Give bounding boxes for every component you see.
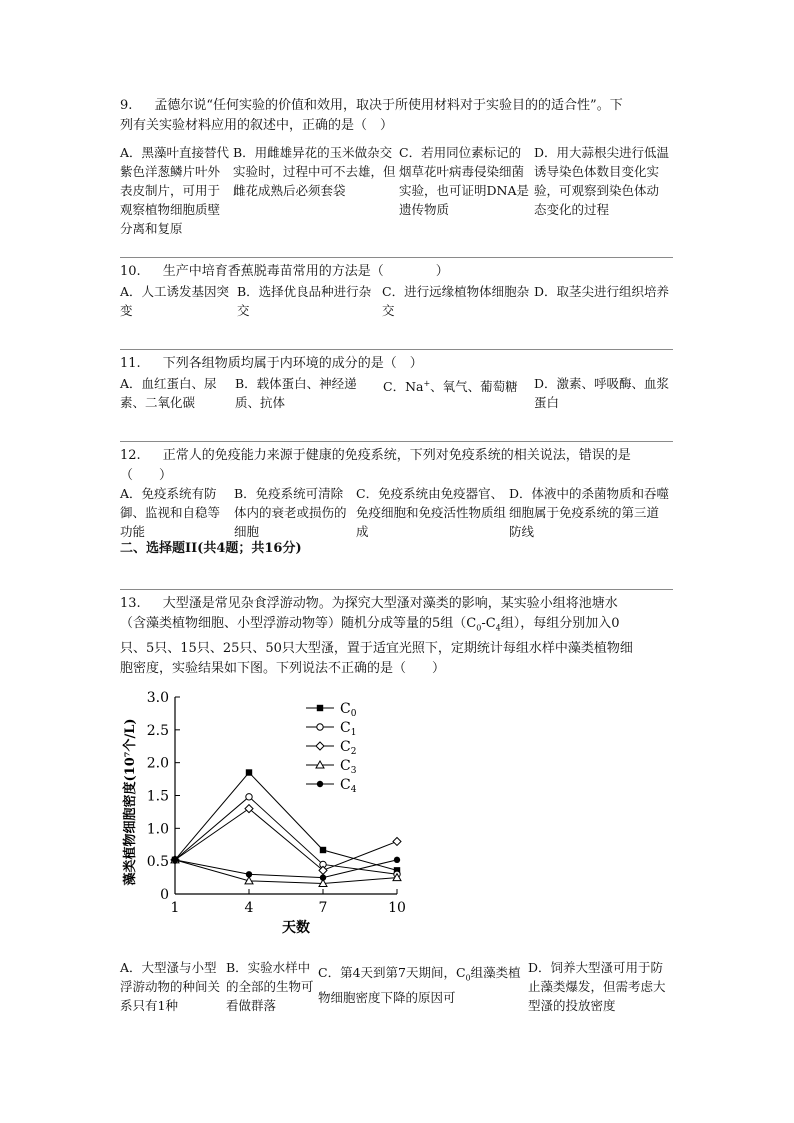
subscript: 4 — [495, 623, 501, 633]
option-c-text-rest: 、氧气、葡萄糖 — [430, 379, 518, 395]
question-number: 13. — [120, 596, 141, 611]
section-heading: 二、选择题II(共4题；共16分) — [120, 541, 302, 556]
question-11-stem — [120, 354, 673, 374]
option-c[interactable]: C．进行远缘植物体细胞杂交 — [382, 284, 530, 318]
y-tick-label: 3.0 — [146, 690, 169, 706]
chart-series — [171, 769, 401, 886]
question-number: 11. — [120, 356, 141, 371]
question-12-options — [120, 484, 673, 541]
question-12-stem — [120, 446, 673, 486]
question-text-line3: 只、5只、15只、25只、50只大型溞，置于适宜光照下，定期统计每组水样中藻类植物细 — [120, 640, 633, 656]
y-tick-label: 0 — [160, 887, 169, 903]
question-text-line4: 胞密度，实验结果如下图。下列说法不正确的是（ ） — [120, 660, 446, 676]
question-13-options — [120, 958, 673, 1015]
y-tick-label: 0.5 — [146, 854, 169, 871]
option-d[interactable]: D．用大蒜根尖进行低温诱导染色体数目变化实验，可观察到染色体动态变化的过程 — [534, 145, 670, 217]
series-C2 — [171, 805, 401, 875]
question-text: 生产中培育香蕉脱毒苗常用的方法是（ ） — [162, 264, 449, 279]
legend-label-main: C — [340, 739, 351, 755]
algae-density-chart — [120, 682, 420, 947]
option-d[interactable]: D．饲养大型溞可用于防止藻类爆发，但需考虑大型溞的投放密度 — [528, 960, 666, 1013]
legend-label-sub: 1 — [350, 728, 357, 738]
legend-label — [340, 777, 357, 795]
legend-entry-C3 — [306, 758, 357, 776]
series-line — [175, 773, 397, 871]
series-C1 — [172, 794, 400, 878]
question-text: 大型溞是常见杂食浮游动物。为探究大型溞对藻类的影响，某实验小组将池塘水 — [162, 596, 618, 611]
option-a[interactable]: A．血红蛋白、尿素、二氧化碳 — [120, 376, 217, 410]
legend-label — [340, 701, 357, 719]
legend-label — [340, 720, 356, 738]
legend-label-main: C — [340, 701, 351, 717]
series-C0 — [172, 769, 400, 873]
option-a[interactable]: A．免疫系统有防御、监视和自稳等功能 — [120, 486, 221, 539]
question-number: 12. — [120, 448, 141, 463]
question-text-line2 — [120, 614, 673, 639]
option-b[interactable]: B．选择优良品种进行杂交 — [237, 284, 372, 318]
data-point — [320, 847, 326, 853]
divider — [120, 349, 673, 350]
y-tick-label: 2.0 — [146, 755, 169, 772]
series-line — [175, 797, 397, 874]
question-number: 9. — [120, 98, 133, 113]
question-text: 正常人的免疫能力来源于健康的免疫系统，下列对免疫系统的相关说法，错误的是 — [162, 448, 631, 463]
subscript: 0 — [465, 973, 471, 983]
data-point — [393, 837, 401, 845]
option-c[interactable] — [318, 958, 528, 1015]
question-11-options — [120, 374, 673, 412]
data-point — [246, 769, 252, 775]
text-part: 组），每组分别加入0 — [500, 616, 620, 631]
data-point — [246, 871, 252, 877]
subscript: 0 — [476, 623, 482, 633]
legend-entry-C4 — [306, 777, 357, 795]
text-part: （含藻类植物细胞、小型浮游动物等）随机分成等量的5组（C — [120, 616, 477, 631]
question-9-options — [120, 143, 673, 238]
question-text-line2: 列有关实验材料应用的叙述中，正确的是（ ） — [120, 118, 394, 133]
legend-label-main: C — [340, 720, 351, 736]
y-axis-label: 藻类植物细胞密度(10⁷个/L) — [123, 718, 138, 886]
option-d[interactable]: D．取茎尖进行组织培养 — [534, 284, 670, 299]
data-point — [317, 705, 323, 711]
series-line — [175, 860, 397, 878]
legend-label-sub: 3 — [350, 766, 357, 776]
divider — [120, 589, 673, 590]
option-c-text: C．Na — [383, 379, 424, 395]
option-b[interactable]: B．用雌雄异花的玉米做杂交实验时，过程中可不去雄，但雌花成熟后必须套袋 — [233, 145, 396, 198]
option-d[interactable]: D．体液中的杀菌物质和吞噬细胞属于免疫系统的第三道防线 — [509, 486, 670, 539]
x-axis-label: 天数 — [282, 920, 310, 936]
data-point — [317, 724, 323, 730]
question-10-options — [120, 282, 673, 320]
question-10-stem — [120, 262, 673, 282]
chart-legend — [306, 701, 357, 795]
data-point — [316, 742, 324, 750]
series-line — [175, 860, 397, 884]
x-tick-label: 7 — [318, 900, 328, 916]
divider — [120, 257, 673, 258]
option-a[interactable]: A．大型溞与小型浮游动物的种间关系只有1种 — [120, 960, 221, 1013]
data-point — [394, 857, 400, 863]
x-tick-label: 10 — [388, 900, 406, 916]
legend-entry-C0 — [306, 701, 357, 719]
legend-label — [340, 739, 356, 757]
question-text-line2: （ ） — [120, 468, 173, 483]
option-c-text-rest: 组藻类植物细胞密度下降的原因可 — [318, 965, 521, 1005]
legend-label-sub: 4 — [350, 785, 357, 795]
question-text: 孟德尔说“任何实验的价值和效用，取决于所使用材料对于实验目的的适合性”。下 — [154, 98, 623, 113]
x-tick-label: 1 — [170, 900, 180, 916]
legend-label — [340, 758, 357, 776]
option-a[interactable]: A．人工诱发基因突变 — [120, 284, 230, 318]
superscript: + — [423, 379, 431, 388]
divider — [120, 441, 673, 442]
y-tick-label: 2.5 — [146, 722, 169, 739]
series-C3 — [171, 856, 401, 887]
legend-label-main: C — [340, 777, 351, 793]
question-number: 10. — [120, 264, 141, 279]
y-tick-label: 1.5 — [146, 788, 169, 805]
legend-label-main: C — [340, 758, 351, 774]
data-point — [172, 857, 178, 863]
question-13-stem — [120, 594, 673, 679]
data-point — [246, 794, 252, 800]
legend-entry-C1 — [306, 720, 356, 738]
option-c[interactable] — [383, 374, 534, 412]
option-b[interactable]: B．实验水样中的全部的生物可看做群落 — [226, 960, 314, 1013]
data-point — [317, 781, 323, 787]
option-b[interactable]: B．载体蛋白、神经递质、抗体 — [235, 376, 357, 410]
option-c-text: C．第4天到第7天期间，C — [318, 965, 466, 980]
legend-label-sub: 2 — [350, 747, 357, 757]
option-a[interactable]: A．黑藻叶直接替代紫色洋葱鳞片叶外表皮制片，可用于观察植物细胞质壁分离和复原 — [120, 145, 230, 236]
data-point — [320, 874, 326, 880]
legend-entry-C2 — [306, 739, 356, 757]
x-tick-label: 4 — [244, 900, 254, 916]
option-c[interactable]: C．若用同位素标记的烟草花叶病毒侵染细菌实验，也可证明DNA是遗传物质 — [399, 145, 529, 217]
option-c[interactable]: C．免疫系统由免疫器官、免疫细胞和免疫活性物质组成 — [356, 486, 507, 539]
legend-label-sub: 0 — [350, 709, 357, 719]
question-9-stem — [120, 96, 673, 136]
text-part: -C — [481, 616, 496, 631]
y-tick-label: 1.0 — [146, 821, 169, 838]
option-d[interactable]: D．激素、呼吸酶、血浆蛋白 — [534, 376, 670, 410]
option-b[interactable]: B．免疫系统可清除体内的衰老或损伤的细胞 — [234, 486, 347, 539]
question-text: 下列各组物质均属于内环境的成分的是（ ） — [162, 356, 423, 371]
